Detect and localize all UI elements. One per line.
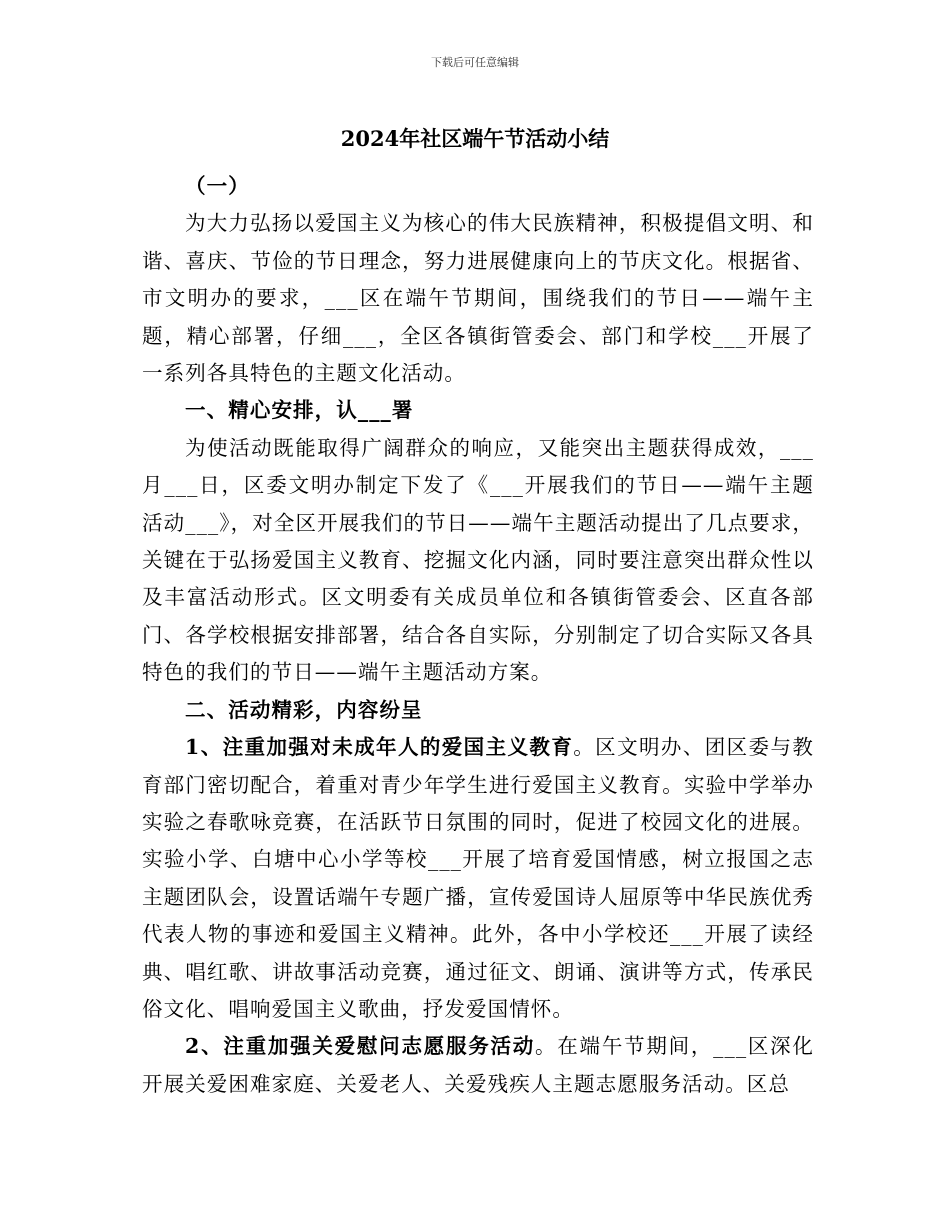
paragraph-3-lead: 2、注重加强关爱慰问志愿服务活动 xyxy=(185,1034,536,1059)
paragraph-3-text: 。在端午节期间，___区深化开展关爱困难家庭、关爱老人、关爱残疾人主题志愿服务活动。区总 xyxy=(142,1034,814,1096)
document-body xyxy=(142,168,814,1103)
intro-paragraph: 为大力弘扬以爱国主义为核心的伟大民族精神，积极提倡文明、和谐、喜庆、节俭的节日理念，努力进展健康向上的节庆文化。根据省、市文明办的要求，___区在端午节期间，围绕我们的节日——端午主题，精心部署，仔细___，全区各镇街管委会、部门和学校___开展了一系列各具特色的主题文化活动。 xyxy=(142,211,814,386)
paragraph-3 xyxy=(142,1028,814,1103)
paragraph-1: 为使活动既能取得广阔群众的响应，又能突出主题获得成效，___月___日，区委文明办制定下发了《___开展我们的节日——端午主题活动___》，对全区开展我们的节日——端午主题活动提出了几点要求，关键在于弘扬爱国主义教育、挖掘文化内涵，同时要注意突出群众性以及丰富活动形式。区文明委有关成员单位和各镇街管委会、区直各部门、各学校根据安排部署，结合各自实际，分别制定了切合实际又各具特色的我们的节日——端午主题活动方案。 xyxy=(142,435,814,685)
document-title: 2024年社区端午节活动小结 xyxy=(340,126,610,151)
paragraph-2-lead: 1、注重加强对未成年人的爱国主义教育 xyxy=(185,735,574,760)
section-heading-2: 二、活动精彩，内容纷呈 xyxy=(185,697,423,722)
paragraph-2 xyxy=(142,729,814,1028)
paragraph-2-text: 。区文明办、团区委与教育部门密切配合，着重对青少年学生进行爱国主义教育。实验中学举办实验之春歌咏竞赛，在活跃节日氛围的同时，促进了校园文化的进展。实验小学、白塘中心小学等校___开展了培育爱国情感，树立报国之志主题团队会，设置话端午专题广播，宣传爱国诗人屈原等中华民族优秀代表人物的事迹和爱国主义精神。此外，各中小学校还___开展了读经典、唱红歌、讲故事活动竞赛，通过征文、朗诵、演讲等方式，传承民俗文化、唱响爱国主义歌曲，抒发爱国情怀。 xyxy=(142,735,814,1021)
section-heading-1: 一、精心安排，认___署 xyxy=(185,398,414,423)
part-label: （一） xyxy=(185,174,250,198)
header-note: 下载后可任意编辑 xyxy=(431,56,519,69)
